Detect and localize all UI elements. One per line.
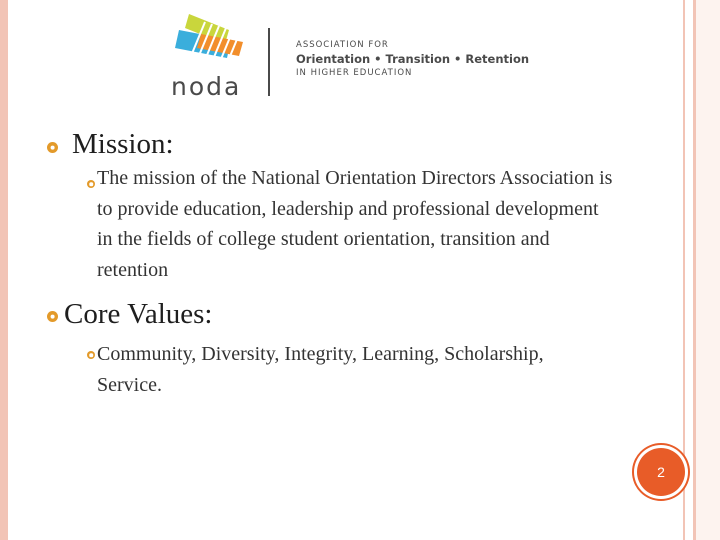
bullet-icon bbox=[47, 311, 58, 322]
bullet-icon bbox=[47, 142, 58, 153]
mission-heading: Mission: bbox=[72, 128, 174, 160]
logo-line-association: ASSOCIATION FOR bbox=[296, 40, 389, 50]
logo-line-higher-ed: IN HIGHER EDUCATION bbox=[296, 68, 413, 78]
slide-frame-right-line bbox=[693, 0, 696, 540]
core-values-text: Community, Diversity, Integrity, Learning, Scholarship, Service. bbox=[97, 343, 544, 396]
slide-frame-left bbox=[0, 0, 8, 540]
slide-frame-right-line bbox=[683, 0, 685, 540]
core-values-heading: Core Values: bbox=[64, 298, 213, 330]
noda-wordmark: noda bbox=[171, 72, 242, 101]
logo-line-orientation: Orientation • Transition • Retention bbox=[296, 52, 530, 66]
mission-text: The mission of the National Orientation Directors Association is to provide education, leadership and professional development in the fields of college student orientation, transition and retention bbox=[97, 167, 613, 281]
noda-logo-mark-icon bbox=[171, 12, 251, 72]
sub-bullet-icon bbox=[87, 351, 95, 359]
sub-bullet-icon bbox=[87, 180, 95, 188]
logo-tagline bbox=[296, 40, 529, 79]
noda-logo bbox=[165, 12, 535, 102]
page-number-badge: 2 bbox=[637, 448, 685, 496]
logo-divider bbox=[268, 28, 270, 96]
slide-frame-right-fill bbox=[696, 0, 720, 540]
